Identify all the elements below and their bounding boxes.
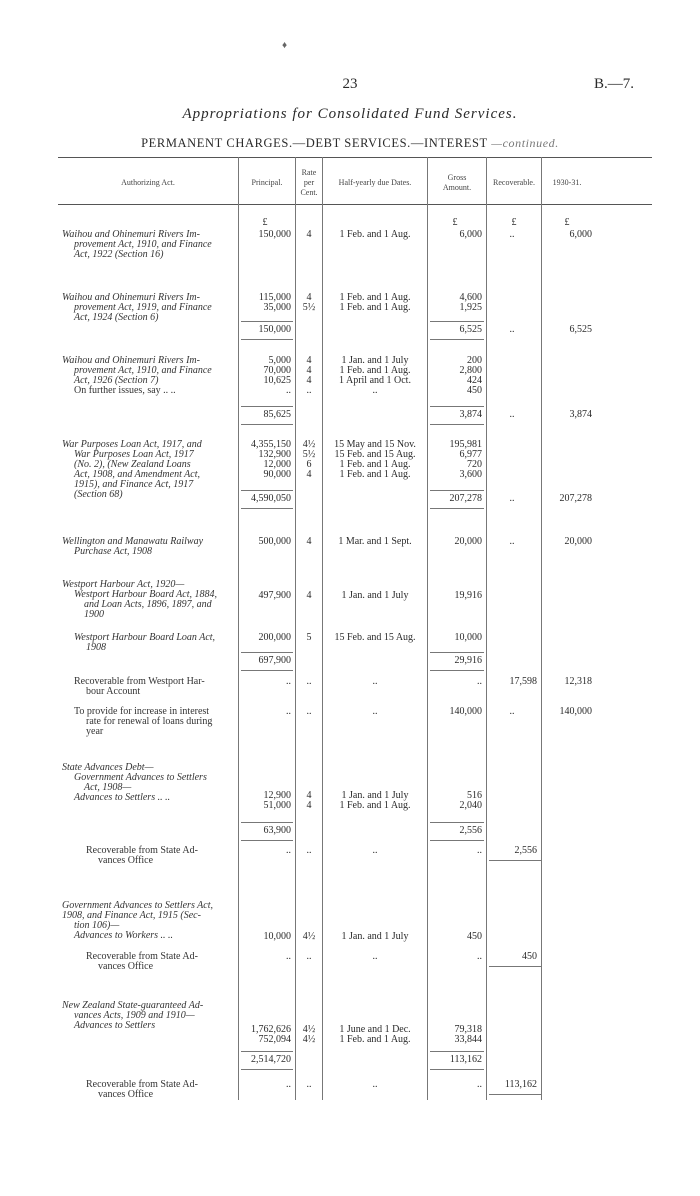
gross-amount-total: 6,525 [459, 324, 482, 335]
principal-cell: 70,000 [263, 365, 291, 376]
act-line: and Loan Acts, 1896, 1897, and [84, 599, 212, 610]
act-line: 1908 [86, 642, 106, 653]
due-dates-cell: 1 Feb. and 1 Aug. [339, 459, 411, 470]
gross-amount-cell: 6,977 [459, 449, 482, 460]
due-dates-cell: 1 Jan. and 1 July [341, 931, 409, 942]
rate-cell: 4 [306, 536, 312, 547]
gross-amount-total: 2,556 [459, 825, 482, 836]
due-dates-cell: 1 Feb. and 1 Aug. [339, 292, 411, 303]
gross-amount-cell: .. [477, 676, 482, 687]
act-line: Waihou and Ohinemuri Rivers Im- [62, 229, 200, 240]
due-dates-cell: 1 Feb. and 1 Aug. [339, 365, 411, 376]
gross-amount-cell: 4,600 [459, 292, 482, 303]
act-line: Purchase Act, 1908 [74, 546, 153, 557]
gross-amount-cell: 200 [467, 355, 482, 366]
act-line: Government Advances to Settlers Act, [62, 900, 213, 911]
principal-cell: .. [286, 951, 291, 962]
col-divider-6 [541, 157, 542, 1100]
act-line: New Zealand State-guaranteed Ad- [62, 1000, 204, 1011]
act-line: Recoverable from State Ad- [86, 845, 198, 856]
gross-amount-cell: 1,925 [459, 302, 482, 313]
principal-total-rule [241, 1069, 293, 1070]
principal-cell: .. [286, 706, 291, 717]
act-extra-line: On further issues, say .. .. [74, 385, 176, 396]
act-line: Recoverable from Westport Har- [74, 676, 205, 687]
rate-cell: 5 [306, 632, 312, 643]
rate-cell: 4 [306, 229, 312, 240]
authorizing-act [62, 230, 242, 260]
page-number: 23 [342, 76, 358, 92]
gross-subtotal-rule [430, 406, 484, 407]
act-line: Act, 1908, and Amendment Act, [74, 469, 200, 480]
authorizing-act [74, 677, 254, 697]
rate-cell: 5½ [302, 302, 316, 313]
act-line: War Purposes Loan Act, 1917, and [62, 439, 202, 450]
gross-total-rule [430, 840, 484, 841]
authorizing-act [62, 537, 242, 557]
subtitle-continued: —continued. [491, 136, 559, 150]
rate-cell: .. [306, 951, 312, 962]
authorizing-act [74, 633, 254, 653]
rate-cell: 4 [306, 469, 312, 480]
act-line: (Section 68) [74, 489, 123, 500]
gross-amount-cell: 450 [467, 385, 482, 396]
due-dates-cell: .. [372, 706, 378, 717]
currency-gross: £ [452, 217, 458, 228]
header-year: 1930-31. [552, 178, 582, 187]
principal-subtotal-rule [241, 652, 293, 653]
principal-total: 2,514,720 [251, 1054, 291, 1065]
principal-cell: 132,900 [258, 449, 291, 460]
authorizing-act [62, 293, 242, 323]
principal-subtotal-rule [241, 490, 293, 491]
gross-amount-total: 207,278 [449, 493, 482, 504]
principal-cell: 752,094 [258, 1034, 291, 1045]
gross-amount-cell: 195,981 [449, 439, 482, 450]
section-subtitle [0, 136, 700, 151]
header-principal: Principal. [251, 178, 283, 187]
due-dates-cell: 1 April and 1 Oct. [339, 375, 411, 386]
gross-amount-cell: .. [477, 1079, 482, 1090]
principal-total-rule [241, 424, 293, 425]
act-line: Westport Harbour Board Loan Act, [74, 632, 216, 643]
gross-total-rule [430, 508, 484, 509]
act-line: year [86, 726, 104, 737]
rate-cell: .. [306, 706, 312, 717]
recoverable-rule [489, 966, 541, 967]
recoverable-cell: .. [509, 409, 515, 420]
principal-cell: 5,000 [268, 355, 291, 366]
rate-cell: 5½ [302, 449, 316, 460]
authorizing-act [62, 440, 242, 500]
gross-amount-cell: 2,800 [459, 365, 482, 376]
due-dates-cell: 1 Feb. and 1 Aug. [339, 1034, 411, 1045]
rate-cell: 4½ [302, 931, 316, 942]
gross-total-rule [430, 424, 484, 425]
print-mark: ♦ [282, 40, 288, 51]
year-amount-cell: 20,000 [564, 536, 592, 547]
due-dates-cell: 1 Feb. and 1 Aug. [339, 229, 411, 240]
act-line: Advances to Settlers [74, 1020, 156, 1031]
authorizing-act [62, 1001, 242, 1031]
principal-cell: 500,000 [258, 536, 291, 547]
rate-cell: 4½ [302, 1034, 316, 1045]
act-line: Act, 1908— [84, 782, 132, 793]
recoverable-cell: .. [509, 536, 515, 547]
due-dates-cell: .. [372, 385, 378, 396]
principal-cell: 115,000 [258, 292, 291, 303]
act-line: Wellington and Manawatu Railway [62, 536, 204, 547]
recoverable-cell: .. [509, 324, 515, 335]
gross-subtotal-rule [430, 321, 484, 322]
gross-amount-cell: 6,000 [459, 229, 482, 240]
principal-cell: .. [286, 1079, 291, 1090]
act-line: Recoverable from State Ad- [86, 951, 198, 962]
rate-cell: 4½ [302, 439, 316, 450]
currency-principal: £ [262, 217, 268, 228]
gross-amount-total: 29,916 [454, 655, 482, 666]
due-dates-cell: 1 Feb. and 1 Aug. [339, 469, 411, 480]
principal-cell: 12,000 [263, 459, 291, 470]
due-dates-cell: 1 Feb. and 1 Aug. [339, 302, 411, 313]
due-dates-cell: .. [372, 676, 378, 687]
recoverable-rule [489, 860, 541, 861]
principal-cell: 12,900 [263, 790, 291, 801]
authorizing-act [74, 707, 254, 737]
year-amount-cell: 140,000 [559, 706, 592, 717]
principal-cell: .. [286, 845, 291, 856]
header-authorizing-act: Authorizing Act. [121, 178, 175, 187]
due-dates-cell: 15 Feb. and 15 Aug. [334, 632, 416, 643]
gross-total-rule [430, 670, 484, 671]
gross-amount-cell: 140,000 [449, 706, 482, 717]
page-title: Appropriations for Consolidated Fund Services. [182, 106, 518, 122]
rate-cell: 6 [306, 459, 312, 470]
header-bottom-rule [58, 204, 652, 205]
principal-subtotal-rule [241, 406, 293, 407]
principal-cell: 51,000 [263, 800, 291, 811]
year-amount-cell: 3,874 [569, 409, 592, 420]
principal-cell: 10,000 [263, 931, 291, 942]
principal-total: 85,625 [263, 409, 291, 420]
gross-subtotal-rule [430, 490, 484, 491]
rate-cell: 4 [306, 790, 312, 801]
due-dates-cell: .. [372, 845, 378, 856]
due-dates-cell: 15 May and 15 Nov. [334, 439, 416, 450]
rate-cell: .. [306, 385, 312, 396]
header-gross-line: Gross [447, 173, 467, 182]
rate-cell: 4 [306, 292, 312, 303]
rate-cell: 4 [306, 355, 312, 366]
gross-subtotal-rule [430, 822, 484, 823]
authorizing-act [62, 356, 242, 386]
act-line: Act, 1926 (Section 7) [74, 375, 159, 386]
recoverable-cell: .. [509, 493, 515, 504]
act-line: vances Office [98, 855, 154, 866]
gross-amount-cell: .. [477, 845, 482, 856]
act-line: Waihou and Ohinemuri Rivers Im- [62, 292, 200, 303]
principal-total: 150,000 [258, 324, 291, 335]
due-dates-cell: 1 Jan. and 1 July [341, 355, 409, 366]
act-line: Advances to Settlers .. .. [74, 792, 171, 803]
gross-total-rule [430, 1069, 484, 1070]
authorizing-act [62, 763, 242, 803]
act-line: Recoverable from State Ad- [86, 1079, 198, 1090]
act-line: 1908, and Finance Act, 1915 (Sec- [62, 910, 201, 921]
header-recoverable: Recoverable. [493, 178, 535, 187]
due-dates-cell: 1 Jan. and 1 July [341, 790, 409, 801]
gross-subtotal-rule [430, 1051, 484, 1052]
act-line: rate for renewal of loans during [86, 716, 213, 727]
principal-total-rule [241, 670, 293, 671]
subtitle-text: PERMANENT CHARGES.—DEBT SERVICES.—INTEREST [141, 136, 488, 150]
gross-total-rule [430, 339, 484, 340]
principal-subtotal-rule [241, 1051, 293, 1052]
currency-recoverable: £ [511, 217, 517, 228]
principal-cell: 35,000 [263, 302, 291, 313]
rate-cell: 4 [306, 365, 312, 376]
due-dates-cell: 1 June and 1 Dec. [339, 1024, 411, 1035]
principal-subtotal-rule [241, 321, 293, 322]
rate-cell: .. [306, 676, 312, 687]
header-rate [296, 168, 322, 198]
gross-amount-cell: 720 [467, 459, 482, 470]
year-amount-cell: 6,525 [569, 324, 592, 335]
principal-cell: 90,000 [263, 469, 291, 480]
act-line: tion 106)— [74, 920, 120, 931]
recoverable-cell: 450 [522, 951, 537, 962]
recoverable-rule [489, 1094, 541, 1095]
act-line: provement Act, 1919, and Finance [74, 302, 212, 313]
gross-amount-total: 3,874 [459, 409, 482, 420]
act-line: bour Account [86, 686, 141, 697]
gross-amount-cell: 3,600 [459, 469, 482, 480]
rate-cell: 4 [306, 375, 312, 386]
gross-amount-cell: 450 [467, 931, 482, 942]
principal-subtotal-rule [241, 822, 293, 823]
recoverable-cell: 2,556 [514, 845, 537, 856]
header-rate-line: Rate [301, 168, 317, 177]
principal-total-rule [241, 508, 293, 509]
gross-amount-total: 113,162 [449, 1054, 482, 1065]
table-top-rule [58, 157, 652, 158]
principal-total: 63,900 [263, 825, 291, 836]
act-line: vances Office [98, 1089, 154, 1100]
principal-cell: .. [286, 385, 291, 396]
act-line: Advances to Workers .. .. [74, 930, 174, 941]
due-dates-cell: 1 Feb. and 1 Aug. [339, 800, 411, 811]
gross-amount-cell: 516 [467, 790, 482, 801]
principal-total-rule [241, 339, 293, 340]
principal-total: 4,590,050 [251, 493, 291, 504]
header-due-dates: Half-yearly due Dates. [338, 178, 412, 187]
act-line: Act, 1924 (Section 6) [74, 312, 159, 323]
year-amount-cell: 207,278 [559, 493, 592, 504]
due-dates-cell: .. [372, 1079, 378, 1090]
act-line: vances Acts, 1909 and 1910— [74, 1010, 195, 1021]
principal-total-rule [241, 840, 293, 841]
principal-cell: .. [286, 676, 291, 687]
rate-cell: 4 [306, 590, 312, 601]
recoverable-cell: 17,598 [509, 676, 537, 687]
principal-total: 697,900 [258, 655, 291, 666]
year-amount-cell: 12,318 [564, 676, 592, 687]
gross-amount-cell: 424 [467, 375, 482, 386]
act-line: provement Act, 1910, and Finance [74, 239, 212, 250]
gross-amount-cell: 79,318 [454, 1024, 482, 1035]
act-line: 1900 [84, 609, 104, 620]
principal-cell: 497,900 [258, 590, 291, 601]
act-line: Waihou and Ohinemuri Rivers Im- [62, 355, 200, 366]
act-line: 1915), and Finance Act, 1917 [74, 479, 194, 490]
year-amount-cell: 6,000 [569, 229, 592, 240]
act-line: State Advances Debt— [62, 762, 154, 773]
header-gross-line: Amount. [442, 183, 472, 192]
recoverable-cell: .. [509, 706, 515, 717]
header-rate-line: Cent. [300, 188, 318, 197]
act-line: To provide for increase in interest [74, 706, 210, 717]
rate-cell: 4½ [302, 1024, 316, 1035]
rate-cell: 4 [306, 800, 312, 811]
gross-amount-cell: .. [477, 951, 482, 962]
gross-amount-cell: 33,844 [454, 1034, 482, 1045]
principal-cell: 10,625 [263, 375, 291, 386]
gross-amount-cell: 10,000 [454, 632, 482, 643]
due-dates-cell: 1 Mar. and 1 Sept. [338, 536, 412, 547]
act-line: provement Act, 1910, and Finance [74, 365, 212, 376]
due-dates-cell: 15 Feb. and 15 Aug. [334, 449, 416, 460]
rate-cell: .. [306, 845, 312, 856]
act-line: Act, 1922 (Section 16) [74, 249, 164, 260]
document-reference: B.—7. [593, 76, 634, 92]
rate-cell: .. [306, 1079, 312, 1090]
gross-amount-cell: 19,916 [454, 590, 482, 601]
act-line: War Purposes Loan Act, 1917 [74, 449, 194, 460]
recoverable-cell: 113,162 [504, 1079, 537, 1090]
currency-year: £ [564, 217, 570, 228]
act-line: Westport Harbour Act, 1920— [62, 579, 185, 590]
authorizing-act [62, 580, 242, 620]
gross-amount-cell: 20,000 [454, 536, 482, 547]
act-line: (No. 2), (New Zealand Loans [74, 459, 191, 470]
principal-cell: 1,762,626 [251, 1024, 291, 1035]
gross-amount-cell: 2,040 [459, 800, 482, 811]
authorizing-act [62, 901, 242, 941]
header-rate-line: per [303, 178, 315, 187]
principal-cell: 150,000 [258, 229, 291, 240]
act-line: Government Advances to Settlers [74, 772, 207, 783]
header-gross-amount [428, 173, 486, 193]
act-line: Westport Harbour Board Act, 1884, [74, 589, 217, 600]
recoverable-cell: .. [509, 229, 515, 240]
due-dates-cell: .. [372, 951, 378, 962]
principal-cell: 200,000 [258, 632, 291, 643]
principal-cell: 4,355,150 [251, 439, 291, 450]
due-dates-cell: 1 Jan. and 1 July [341, 590, 409, 601]
act-line: vances Office [98, 961, 154, 972]
gross-subtotal-rule [430, 652, 484, 653]
